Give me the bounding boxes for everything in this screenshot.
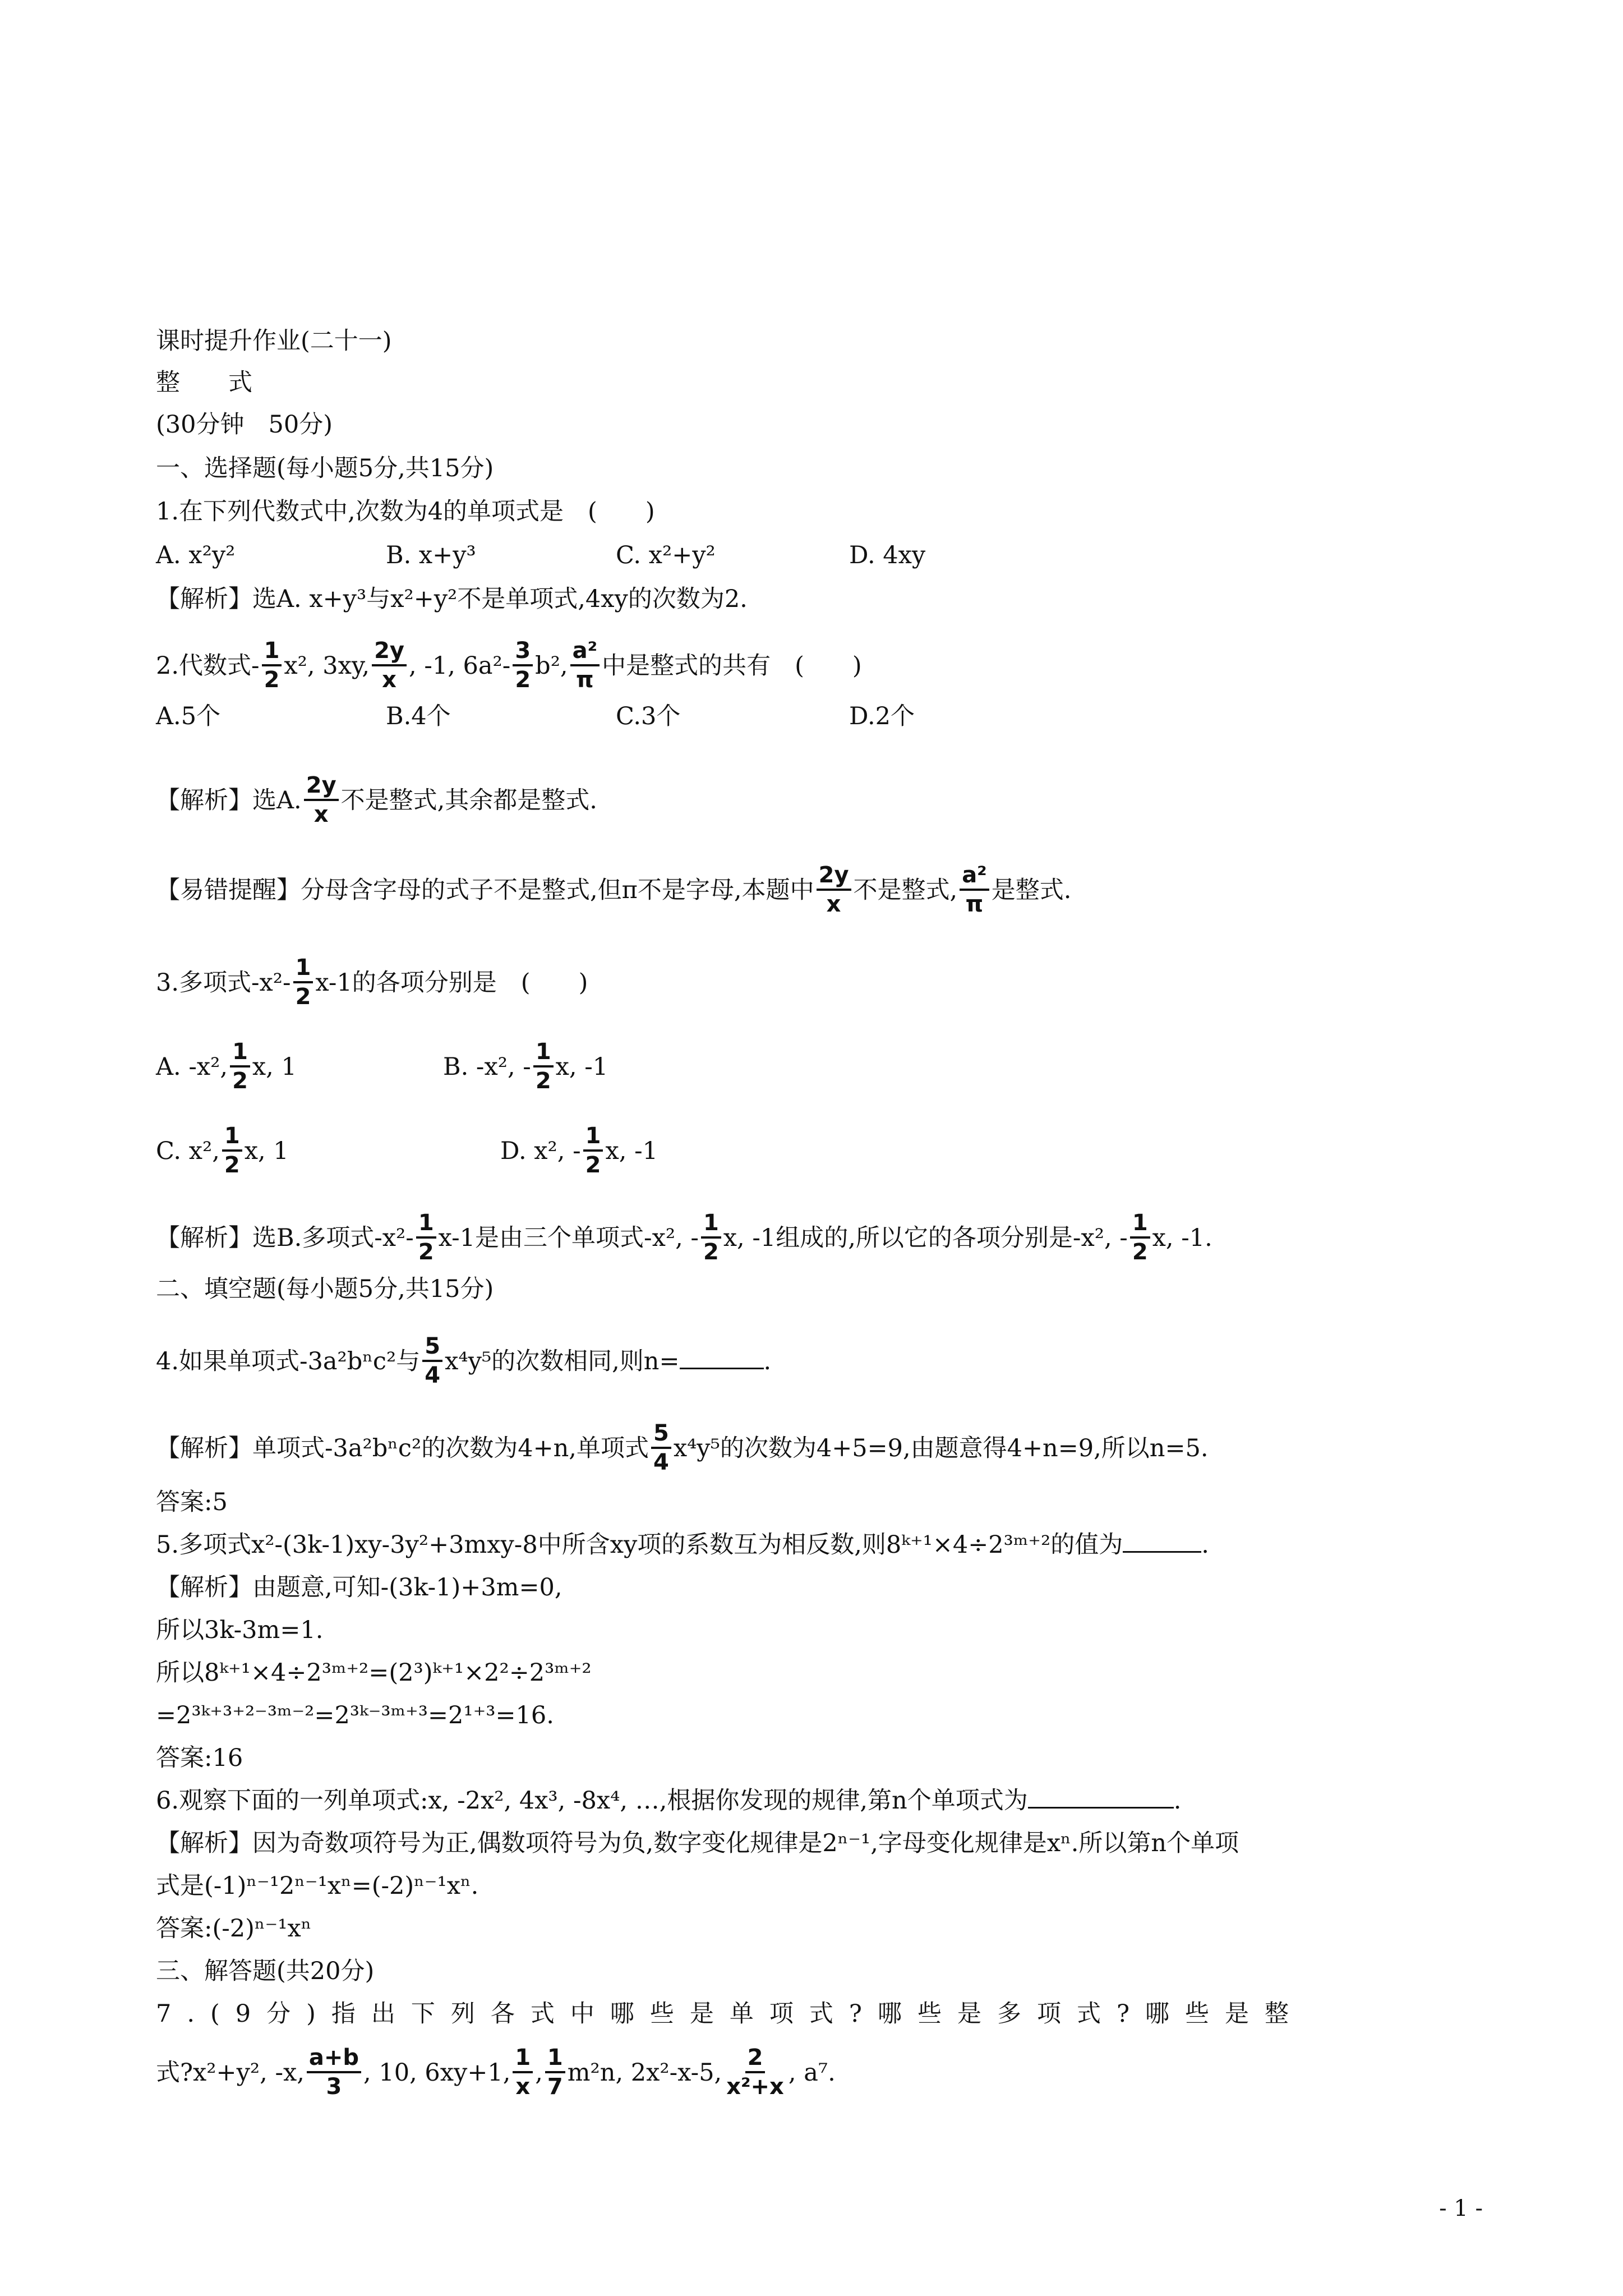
option-text: x, -1 — [605, 1137, 658, 1165]
q6-analysis-line: 式是(-1)ⁿ⁻¹2ⁿ⁻¹xⁿ=(-2)ⁿ⁻¹xⁿ. — [156, 1872, 479, 1900]
option-text: x, 1 — [252, 1053, 297, 1081]
analysis-label: 【解析】 — [156, 585, 252, 613]
fraction-numerator: 1 — [222, 1122, 242, 1152]
fraction-denominator: 3 — [326, 2074, 342, 2100]
fraction-one-half — [583, 1122, 603, 1179]
fraction-denominator: π — [965, 891, 984, 917]
fraction-one-half — [416, 1209, 436, 1266]
fraction-denominator: 2 — [232, 1068, 248, 1094]
q6-stem — [156, 1784, 1181, 1818]
answer-blank[interactable] — [1028, 1784, 1174, 1809]
fraction-numerator: 1 — [293, 954, 313, 983]
fraction-numerator: 1 — [701, 1209, 721, 1239]
fraction-one-over-x — [513, 2044, 533, 2100]
q3-analysis-text: x-1是由三个单项式-x², - — [438, 1224, 699, 1252]
q5-analysis — [156, 1571, 562, 1604]
fraction-numerator: 1 — [533, 1038, 554, 1068]
fraction-five-fourths — [651, 1420, 671, 1476]
fraction-a2-over-pi — [570, 637, 600, 693]
q2-terms: , -1, 6a²- — [409, 652, 511, 680]
q3-stem-prefix: 3.多项式-x²- — [156, 969, 291, 997]
analysis-label: 【解析】 — [156, 1434, 252, 1462]
fraction-one-half — [293, 954, 313, 1010]
q2-terms: b², — [535, 652, 568, 680]
fraction-numerator: 5 — [651, 1420, 671, 1449]
q2-option-a: A.5个 — [156, 702, 221, 730]
time-score: (30分钟 50分) — [156, 411, 333, 439]
q6-answer — [156, 1912, 311, 1945]
fraction-a2-over-pi — [960, 862, 989, 918]
fraction-numerator: 1 — [545, 2044, 565, 2073]
option-text: B. -x², - — [443, 1053, 531, 1081]
section-heading-choice: 一、选择题(每小题5分,共15分) — [156, 454, 494, 482]
fraction-numerator: 2y — [817, 862, 851, 891]
section-heading-solve: 三、解答题(共20分) — [156, 1957, 375, 1985]
analysis-label: 【解析】 — [156, 1573, 252, 1602]
doc-title: 课时提升作业(二十一) — [156, 327, 392, 355]
q6-analysis-text: 因为奇数项符号为正,偶数项符号为负,数字变化规律是2ⁿ⁻¹,字母变化规律是xⁿ.所以第n个单项 — [252, 1829, 1239, 1857]
fraction-numerator: 1 — [230, 1038, 250, 1068]
fraction-denominator: 4 — [425, 1363, 441, 1388]
q5-stem — [156, 1528, 1209, 1562]
fraction-denominator: 2 — [224, 1152, 240, 1178]
q5-answer-value: 16 — [212, 1744, 243, 1772]
option-text: A. -x², — [156, 1053, 228, 1081]
q3-option-c — [156, 1125, 289, 1181]
fraction-denominator: x — [313, 802, 329, 827]
q3-stem-suffix: x-1的各项分别是 ( ) — [315, 969, 588, 997]
q2-stem-suffix: 中是整式的共有 ( ) — [602, 652, 862, 680]
fraction-denominator: x — [515, 2074, 531, 2100]
q2-analysis-prefix: 选A. — [252, 786, 302, 815]
fraction-denominator: 2 — [264, 667, 280, 693]
q3-option-a — [156, 1041, 297, 1097]
q4-analysis-text: 单项式-3a²bⁿc²的次数为4+n,单项式 — [252, 1434, 649, 1462]
fraction-denominator: π — [576, 667, 594, 693]
answer-label: 答案: — [156, 1488, 213, 1516]
q4-stem — [156, 1335, 771, 1391]
fraction-denominator: 2 — [295, 984, 311, 1010]
option-text: C. x², — [156, 1137, 220, 1165]
q4-stem-prefix: 4.如果单项式-3a²bⁿc²与 — [156, 1347, 421, 1375]
fraction-numerator: 1 — [583, 1122, 603, 1152]
fraction-five-fourths — [422, 1333, 442, 1389]
fraction-2-over-x2-plus-x — [724, 2044, 786, 2100]
fraction-denominator: x²+x — [726, 2074, 784, 2100]
q1-option-c: C. x²+y² — [616, 541, 716, 569]
fraction-2y-over-x — [372, 637, 407, 693]
section-heading-fill: 二、填空题(每小题5分,共15分) — [156, 1275, 494, 1303]
q2-stem-prefix: 2.代数式- — [156, 652, 260, 680]
fraction-denominator: 2 — [585, 1152, 601, 1178]
option-text: D. x², - — [500, 1137, 581, 1165]
q3-analysis-text: 选B.多项式-x²- — [252, 1224, 414, 1252]
fraction-numerator: a² — [960, 862, 989, 891]
fraction-denominator: x — [382, 667, 396, 693]
fraction-one-half — [222, 1122, 242, 1179]
q3-analysis-text: x, -1组成的,所以它的各项分别是-x², - — [723, 1224, 1128, 1252]
q2-option-d: D.2个 — [849, 702, 915, 730]
q5-analysis-text: 由题意,可知-(3k-1)+3m=0, — [252, 1573, 562, 1602]
q7-stem-line2 — [156, 2046, 836, 2102]
fraction-one-half — [533, 1038, 554, 1094]
fraction-denominator: 2 — [535, 1068, 551, 1094]
answer-blank[interactable] — [680, 1345, 764, 1369]
q2-analysis — [156, 774, 597, 830]
fraction-2y-over-x — [817, 862, 851, 918]
period: . — [1201, 1531, 1209, 1559]
q5-analysis-line: =2³ᵏ⁺³⁺²⁻³ᵐ⁻²=2³ᵏ⁻³ᵐ⁺³=2¹⁺³=16. — [156, 1701, 554, 1729]
fraction-denominator: 7 — [547, 2074, 563, 2100]
fraction-one-half — [262, 637, 282, 693]
fraction-numerator: 3 — [513, 637, 533, 666]
fraction-numerator: 1 — [416, 1209, 436, 1239]
analysis-label: 【解析】 — [156, 786, 252, 815]
fraction-one-half — [701, 1209, 721, 1266]
fraction-numerator: 5 — [422, 1333, 442, 1362]
q2-option-c: C.3个 — [616, 702, 681, 730]
doc-subtitle: 整 式 — [156, 369, 252, 397]
q5-stem-text: 5.多项式x²-(3k-1)xy-3y²+3mxy-8中所含xy项的系数互为相反数,则8ᵏ⁺¹×4÷2³ᵐ⁺²的值为 — [156, 1531, 1123, 1559]
q7-stem: 7.(9分)指出下列各式中哪些是单项式?哪些是多项式?哪些是整 — [156, 2000, 1305, 2028]
fraction-2y-over-x — [304, 772, 339, 828]
q2-terms: x², 3xy, — [284, 652, 370, 680]
q3-analysis — [156, 1212, 1212, 1268]
answer-blank[interactable] — [1123, 1529, 1201, 1553]
option-text: x, 1 — [244, 1137, 289, 1165]
fraction-denominator: 2 — [515, 667, 531, 693]
q5-analysis-line: 所以3k-3m=1. — [156, 1616, 324, 1644]
q3-analysis-text: x, -1. — [1152, 1224, 1212, 1252]
q2-option-b: B.4个 — [386, 702, 451, 730]
fraction-denominator: 2 — [418, 1239, 434, 1265]
fraction-a-plus-b-over-3 — [307, 2044, 361, 2100]
tip-text: 是整式. — [991, 876, 1072, 904]
q7-text: m²n, 2x²-x-5, — [567, 2059, 722, 2087]
period: . — [763, 1347, 772, 1375]
fraction-numerator: 2y — [372, 637, 407, 666]
period: . — [1173, 1787, 1182, 1815]
q1-analysis-text: 选A. x+y³与x²+y²不是单项式,4xy的次数为2. — [252, 585, 748, 613]
q3-option-d — [500, 1125, 658, 1181]
q3-stem — [156, 956, 588, 1013]
q2-analysis-suffix: 不是整式,其余都是整式. — [340, 786, 597, 815]
option-text: x, -1 — [555, 1053, 608, 1081]
fraction-numerator: 2 — [745, 2044, 766, 2073]
fraction-numerator: a+b — [307, 2044, 361, 2073]
tip-text: 分母含字母的式子不是整式,但π不是字母,本题中 — [301, 876, 814, 904]
q5-answer — [156, 1741, 243, 1775]
q1-stem: 1.在下列代数式中,次数为4的单项式是 ( ) — [156, 498, 655, 526]
q6-answer-value: (-2)ⁿ⁻¹xⁿ — [212, 1915, 312, 1943]
q4-analysis-text: x⁴y⁵的次数为4+5=9,由题意得4+n=9,所以n=5. — [673, 1434, 1209, 1462]
fraction-denominator: 2 — [703, 1239, 719, 1265]
fraction-numerator: 1 — [262, 637, 282, 666]
q7-text: , a⁷. — [788, 2059, 836, 2087]
q7-text: , 10, 6xy+1, — [363, 2059, 511, 2087]
q2-stem — [156, 639, 862, 696]
error-tip-label: 【易错提醒】 — [156, 876, 301, 904]
fraction-numerator: 1 — [1130, 1209, 1150, 1239]
q1-option-b: B. x+y³ — [386, 541, 476, 569]
answer-label: 答案: — [156, 1915, 213, 1943]
q4-stem-suffix: x⁴y⁵的次数相同,则n= — [445, 1347, 680, 1375]
fraction-three-halves — [513, 637, 533, 693]
q1-option-a: A. x²y² — [156, 541, 236, 569]
page-number: - 1 - — [1439, 2196, 1483, 2221]
answer-label: 答案: — [156, 1744, 213, 1772]
fraction-denominator: 2 — [1132, 1239, 1148, 1265]
q3-option-b — [443, 1041, 608, 1097]
fraction-numerator: a² — [570, 637, 600, 666]
q4-answer-value: 5 — [212, 1488, 228, 1516]
fraction-one-seventh — [545, 2044, 565, 2100]
q1-analysis — [156, 582, 748, 616]
tip-text: 不是整式, — [853, 876, 958, 904]
q6-analysis — [156, 1826, 1239, 1860]
fraction-numerator: 2y — [304, 772, 339, 801]
q1-option-d: D. 4xy — [849, 541, 926, 569]
analysis-label: 【解析】 — [156, 1829, 252, 1857]
fraction-denominator: x — [826, 891, 841, 917]
q4-answer — [156, 1485, 228, 1519]
q5-analysis-line: 所以8ᵏ⁺¹×4÷2³ᵐ⁺²=(2³)ᵏ⁺¹×2²÷2³ᵐ⁺² — [156, 1659, 592, 1687]
q6-stem-text: 6.观察下面的一列单项式:x, -2x², 4x³, -8x⁴, …,根据你发现的规律,第n个单项式为 — [156, 1787, 1028, 1815]
analysis-label: 【解析】 — [156, 1224, 252, 1252]
q7-text: 式?x²+y², -x, — [156, 2059, 305, 2087]
fraction-denominator: 4 — [653, 1450, 669, 1475]
comma: , — [535, 2059, 543, 2087]
q4-analysis — [156, 1422, 1209, 1478]
fraction-one-half — [1130, 1209, 1150, 1266]
fraction-one-half — [230, 1038, 250, 1094]
fraction-numerator: 1 — [513, 2044, 533, 2073]
q2-error-tip — [156, 864, 1071, 920]
